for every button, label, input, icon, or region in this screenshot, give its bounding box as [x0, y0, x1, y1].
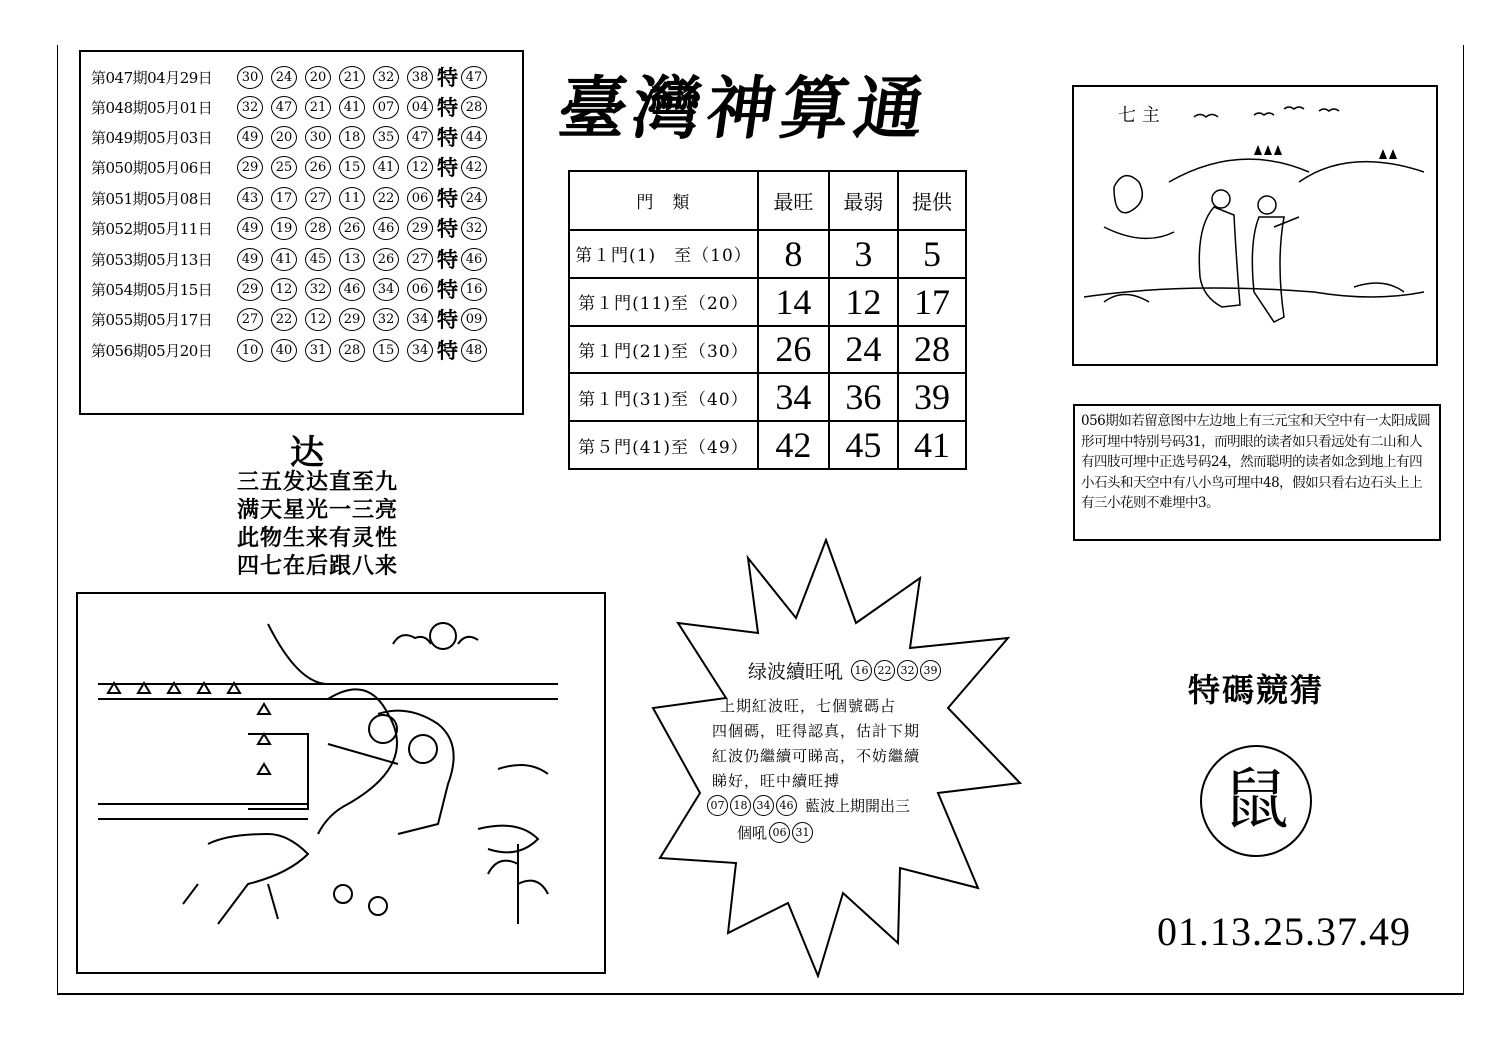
- number-ball: 31: [305, 339, 331, 362]
- zodiac-numbers: 01.13.25.37.49: [1157, 909, 1411, 954]
- history-date: 第056期05月20日: [91, 341, 213, 360]
- special-ball: 47: [461, 66, 487, 89]
- special-ball: 32: [461, 217, 487, 240]
- number-ball: 07: [373, 96, 399, 119]
- number-ball: 12: [407, 156, 433, 179]
- number-ball: 27: [305, 187, 331, 210]
- number-ball: 22: [373, 187, 399, 210]
- history-row: [91, 185, 495, 211]
- table-cell: 24: [829, 326, 898, 374]
- header-category: 門 類: [569, 171, 758, 230]
- history-date: 第053期05月13日: [91, 250, 213, 269]
- number-ball: 32: [373, 308, 399, 331]
- number-ball: 49: [237, 248, 263, 271]
- number-ball: 49: [237, 126, 263, 149]
- number-ball: 49: [237, 217, 263, 240]
- number-ball: 30: [305, 126, 331, 149]
- number-ball: 41: [271, 248, 297, 271]
- number-ball: 22: [874, 660, 895, 681]
- number-ball: 27: [237, 308, 263, 331]
- history-date: 第051期05月08日: [91, 189, 213, 208]
- special-ball: 24: [461, 187, 487, 210]
- illustration-scene: [76, 592, 606, 974]
- table-header-row: [569, 171, 966, 230]
- number-ball: 29: [407, 217, 433, 240]
- poem-title: 达: [290, 433, 324, 473]
- history-date: 第052期05月11日: [91, 219, 213, 238]
- number-ball: 47: [407, 126, 433, 149]
- table-cell: 45: [829, 421, 898, 469]
- table-cell: 8: [758, 230, 829, 278]
- table-cell: 28: [898, 326, 966, 374]
- hint-note: 056期如若留意图中左边地上有三元宝和天空中有一太阳成圆形可埋中特别号码31，而明眼的读者如只看远处有二山和人有四肢可埋中正选号码24，然而聪明的读者如念到地上有四小石头和天空中有八小鸟可埋中48，假如只看右边石头上上有三小花则不难埋中3。: [1073, 404, 1441, 541]
- poem-line: 满天星光一三亮: [237, 497, 399, 523]
- zodiac-circle: 鼠: [1200, 745, 1312, 857]
- table-cell: 42: [758, 421, 829, 469]
- illustration-landscape: [1072, 85, 1438, 366]
- picture-caption: 七 主: [1118, 105, 1160, 126]
- number-ball: 19: [271, 217, 297, 240]
- number-ball: 10: [237, 339, 263, 362]
- history-row: [91, 124, 495, 150]
- number-ball: 25: [271, 156, 297, 179]
- history-row: [91, 215, 495, 241]
- special-label: 特: [437, 216, 458, 241]
- special-label: 特: [437, 338, 458, 363]
- blue-balls-row: [707, 795, 910, 816]
- number-ball: 32: [305, 278, 331, 301]
- number-ball: 18: [339, 126, 365, 149]
- row-label: 第１門(1) 至（10）: [569, 230, 758, 278]
- blue-wave-text: 藍波上期開出三: [805, 797, 911, 815]
- number-ball: 12: [305, 308, 331, 331]
- star-text-line: 紅波仍繼續可睇高，不妨繼續: [712, 747, 921, 765]
- number-ball: 24: [271, 66, 297, 89]
- number-ball: 26: [339, 217, 365, 240]
- number-ball: 32: [237, 96, 263, 119]
- history-row: [91, 94, 495, 120]
- table-cell: 41: [898, 421, 966, 469]
- table-cell: 14: [758, 278, 829, 326]
- number-ball: 22: [271, 308, 297, 331]
- number-ball: 11: [339, 187, 365, 210]
- row-label: 第１門(21)至（30）: [569, 326, 758, 374]
- poem-line: 三五发达直至九: [237, 469, 399, 495]
- special-ball: 48: [461, 339, 487, 362]
- table-cell: 26: [758, 326, 829, 374]
- special-label: 特: [437, 186, 458, 211]
- row-label: 第５門(41)至（49）: [569, 421, 758, 469]
- number-ball: 13: [339, 248, 365, 271]
- number-ball: 43: [237, 187, 263, 210]
- table-cell: 12: [829, 278, 898, 326]
- number-ball: 20: [305, 66, 331, 89]
- scene-drawing: [78, 594, 604, 972]
- special-label: 特: [437, 155, 458, 180]
- special-guess-label: 特碼競猜: [1188, 671, 1325, 709]
- history-date: 第055期05月17日: [91, 310, 213, 329]
- number-ball: 39: [920, 660, 941, 681]
- table-row: [569, 326, 966, 374]
- number-ball: 40: [271, 339, 297, 362]
- history-row: [91, 154, 495, 180]
- number-ball: 31: [792, 822, 813, 843]
- star-title: [748, 657, 943, 684]
- number-ball: 34: [373, 278, 399, 301]
- number-ball: 38: [407, 66, 433, 89]
- number-ball: 21: [339, 66, 365, 89]
- number-ball: 17: [271, 187, 297, 210]
- table-row: [569, 373, 966, 421]
- table-cell: 5: [898, 230, 966, 278]
- table-row: [569, 278, 966, 326]
- poem: [237, 468, 398, 580]
- table-cell: 39: [898, 373, 966, 421]
- header-hottest: 最旺: [758, 171, 829, 230]
- history-box: [79, 50, 524, 415]
- poem-line: 此物生来有灵性: [237, 525, 399, 551]
- special-label: 特: [437, 277, 458, 302]
- number-ball: 18: [730, 795, 751, 816]
- special-label: 特: [437, 125, 458, 150]
- star-text-line: 上期紅波旺，七個號碼占: [720, 697, 897, 715]
- number-ball: 27: [407, 248, 433, 271]
- table-row: [569, 230, 966, 278]
- special-label: 特: [437, 95, 458, 120]
- history-date: 第048期05月01日: [91, 98, 213, 117]
- header-weakest: 最弱: [829, 171, 898, 230]
- table-row: [569, 421, 966, 469]
- number-ball: 15: [339, 156, 365, 179]
- tail-text: 個吼: [737, 824, 768, 842]
- special-label: 特: [437, 247, 458, 272]
- number-ball: 12: [271, 278, 297, 301]
- number-ball: 46: [776, 795, 797, 816]
- history-date: 第054期05月15日: [91, 280, 213, 299]
- special-ball: 16: [461, 278, 487, 301]
- special-ball: 44: [461, 126, 487, 149]
- number-ball: 34: [753, 795, 774, 816]
- number-ball: 21: [305, 96, 331, 119]
- number-ball: 45: [305, 248, 331, 271]
- row-label: 第１門(31)至（40）: [569, 373, 758, 421]
- category-table: [568, 170, 967, 470]
- history-row: [91, 64, 495, 90]
- number-ball: 32: [897, 660, 918, 681]
- number-ball: 35: [373, 126, 399, 149]
- number-ball: 20: [271, 126, 297, 149]
- number-ball: 06: [769, 822, 790, 843]
- table-cell: 34: [758, 373, 829, 421]
- row-label: 第１門(11)至（20）: [569, 278, 758, 326]
- table-cell: 17: [898, 278, 966, 326]
- star-text-line: 睇好，旺中續旺搏: [712, 772, 841, 790]
- page-title: 臺灣神算通: [553, 69, 935, 149]
- history-row: [91, 276, 495, 302]
- number-ball: 34: [407, 339, 433, 362]
- history-row: [91, 306, 495, 332]
- history-date: 第050期05月06日: [91, 158, 213, 177]
- number-ball: 30: [237, 66, 263, 89]
- number-ball: 26: [373, 248, 399, 271]
- landscape-drawing: [1074, 87, 1436, 364]
- number-ball: 46: [373, 217, 399, 240]
- number-ball: 32: [373, 66, 399, 89]
- history-date: 第047期04月29日: [91, 68, 213, 87]
- poem-line: 四七在后跟八来: [237, 553, 399, 579]
- number-ball: 06: [407, 278, 433, 301]
- tail-balls-row: [737, 822, 815, 843]
- number-ball: 47: [271, 96, 297, 119]
- special-ball: 42: [461, 156, 487, 179]
- number-ball: 16: [851, 660, 872, 681]
- number-ball: 15: [373, 339, 399, 362]
- number-ball: 41: [339, 96, 365, 119]
- number-ball: 28: [339, 339, 365, 362]
- table-cell: 36: [829, 373, 898, 421]
- number-ball: 29: [237, 156, 263, 179]
- header-provided: 提供: [898, 171, 966, 230]
- star-text-line: 四個碼，旺得認真，估計下期: [712, 722, 921, 740]
- number-ball: 04: [407, 96, 433, 119]
- number-ball: 29: [237, 278, 263, 301]
- history-date: 第049期05月03日: [91, 128, 213, 147]
- number-ball: 07: [707, 795, 728, 816]
- special-ball: 09: [461, 308, 487, 331]
- special-label: 特: [437, 307, 458, 332]
- special-ball: 28: [461, 96, 487, 119]
- number-ball: 29: [339, 308, 365, 331]
- number-ball: 26: [305, 156, 331, 179]
- special-ball: 46: [461, 248, 487, 271]
- history-row: [91, 246, 495, 272]
- number-ball: 28: [305, 217, 331, 240]
- table-cell: 3: [829, 230, 898, 278]
- star-title-text: 绿波續旺吼: [748, 661, 844, 683]
- number-ball: 34: [407, 308, 433, 331]
- special-label: 特: [437, 65, 458, 90]
- number-ball: 41: [373, 156, 399, 179]
- number-ball: 06: [407, 187, 433, 210]
- history-row: [91, 337, 495, 363]
- number-ball: 46: [339, 278, 365, 301]
